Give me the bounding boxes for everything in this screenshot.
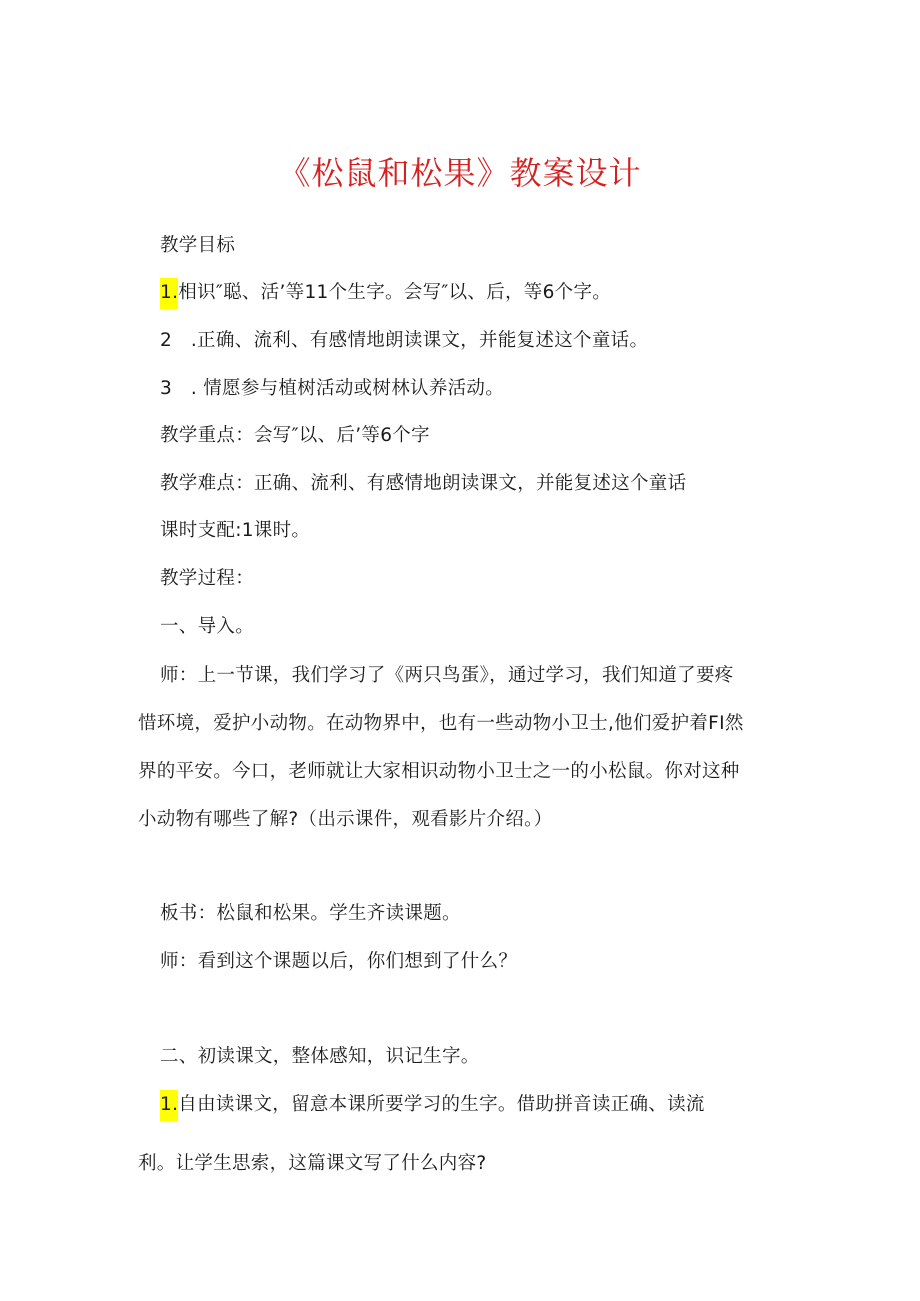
goals-heading: 教学目标 [160,235,236,256]
highlighted-list-marker: 1. [160,278,178,309]
goal-item-1 [160,278,611,309]
process-heading: 教学过程： [160,568,255,589]
class-hours: 课时支配:1课时。 [160,520,311,541]
goal-item-3: 3 . 情愿参与植树活动或树林认养活动。 [160,378,505,399]
paragraph-line: 界的平安。今口，老师就让大家相识动物小卫士之一的小松鼠。你对这种 [138,761,740,782]
page-title: 《松鼠和松果》教案设计 [278,154,642,192]
paragraph-line: 小动物有哪些了解?（出示课件，观看影片介绍。） [138,809,553,830]
step-2-item-1-continued: 利。让学生思索，这篇课文写了什么内容? [138,1153,487,1174]
step-2-heading: 二、初读课文，整体感知，识记生字。 [160,1046,480,1067]
highlighted-list-marker: 1. [160,1090,178,1121]
paragraph-line: 师：上一节课，我们学习了《两只鸟蛋》，通过学习，我们知道了要疼 [160,665,734,686]
goal-item-1-text: 相识″聪、活’等11个生字。会写″以、后，等6个字。 [178,282,612,303]
difficulty: 教学难点：正确、流利、有感情地朗读课文，并能复述这个童话 [160,473,687,494]
step-2-item-1 [160,1090,705,1121]
step-2-item-1-text: 自由读课文，留意本课所要学习的生字。借助拼音读正确、读流 [178,1094,705,1115]
goal-item-2: 2 .正确、流利、有感情地朗读课文，并能复述这个童话。 [160,330,649,351]
step-1-heading: 一、导入。 [160,616,255,637]
key-point: 教学重点：会写″以、后’等6个字 [160,425,430,446]
teacher-question: 师：看到这个课题以后，你们想到了什么？ [160,951,518,972]
paragraph-line: 惜环境，爱护小动物。在动物界中，也有一些动物小卫士,他们爱护着FI然 [138,713,744,734]
board-writing: 板书：松鼠和松果。学生齐读课题。 [160,903,461,924]
